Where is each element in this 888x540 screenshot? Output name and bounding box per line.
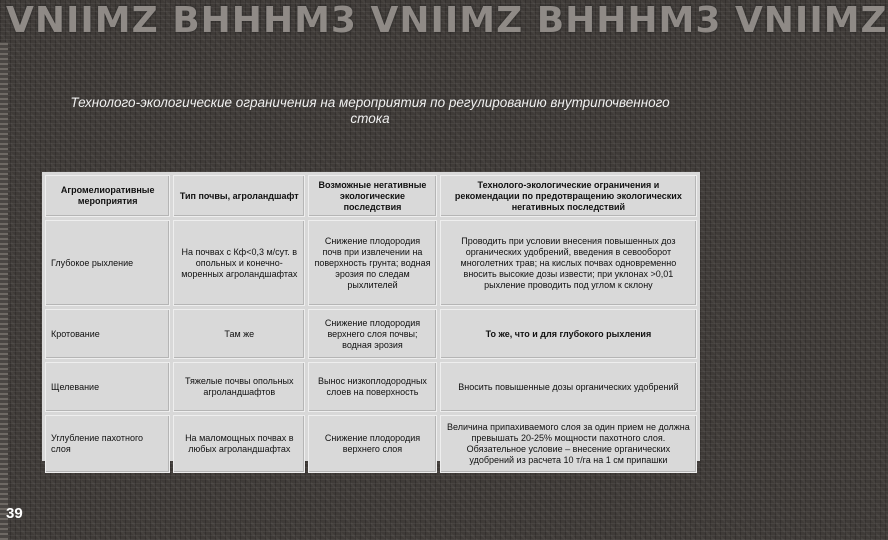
left-decorative-stripe (0, 42, 8, 540)
table-row (45, 220, 697, 306)
cell-consequence: Вынос низкоплодородных слоев на поверхность (308, 362, 437, 412)
cell-soil: Тяжелые почвы опольных агроландшафтов (173, 362, 305, 412)
slide-title: Технолого-экологические ограничения на мероприятия по регулированию внутрипочвенного стока (70, 95, 670, 126)
restrictions-table (42, 172, 700, 476)
table-row (45, 415, 697, 473)
cell-consequence: Снижение плодородия верхнего слоя (308, 415, 437, 473)
cell-measure: Щелевание (45, 362, 170, 412)
cell-soil: На почвах с Кф<0,3 м/сут. в опольных и конечно-моренных агроландшафтах (173, 220, 305, 306)
table-row (45, 309, 697, 359)
cell-recommendation: Вносить повышенные дозы органических удобрений (440, 362, 697, 412)
header-consequences: Возможные негативные экологические последствия (308, 175, 437, 217)
decorative-banner (0, 0, 888, 42)
restrictions-table-frame (42, 172, 700, 465)
cell-soil: На маломощных почвах в любых агроландшафтах (173, 415, 305, 473)
cell-soil: Там же (173, 309, 305, 359)
cell-measure: Глубокое рыхление (45, 220, 170, 306)
header-recommendations: Технолого-экологические ограничения и рекомендации по предотвращению экологических негативных последствий (440, 175, 697, 217)
cell-consequence: Снижение плодородия верхнего слоя почвы; водная эрозия (308, 309, 437, 359)
header-soil: Тип почвы, агроландшафт (173, 175, 305, 217)
slide-number: 39 (6, 505, 23, 522)
header-measure: Агромелиоративные мероприятия (45, 175, 170, 217)
cell-recommendation: То же, что и для глубокого рыхления (440, 309, 697, 359)
cell-measure: Кротование (45, 309, 170, 359)
cell-recommendation: Проводить при условии внесения повышенных доз органических удобрений, введения в севооборот многолетних трав; на кислых почвах одновременно вносить высокие дозы извести; при уклонах >0,01 рыхление проводить под углом к склону (440, 220, 697, 306)
cell-recommendation: Величина припахиваемого слоя за один прием не должна превышать 20-25% мощности пахотного слоя. Обязательное условие – внесение органических удобрений из расчета 10 т/га на 1 см припашки (440, 415, 697, 473)
table-header-row (45, 175, 697, 217)
banner-text: VNIIMZ BHHHM3 VNIIMZ BHHHM3 VNIIMZ (6, 0, 888, 41)
table-row (45, 362, 697, 412)
cell-measure: Углубление пахотного слоя (45, 415, 170, 473)
cell-consequence: Снижение плодородия почв при извлечении на поверхность грунта; водная эрозия по следам рыхлителей (308, 220, 437, 306)
